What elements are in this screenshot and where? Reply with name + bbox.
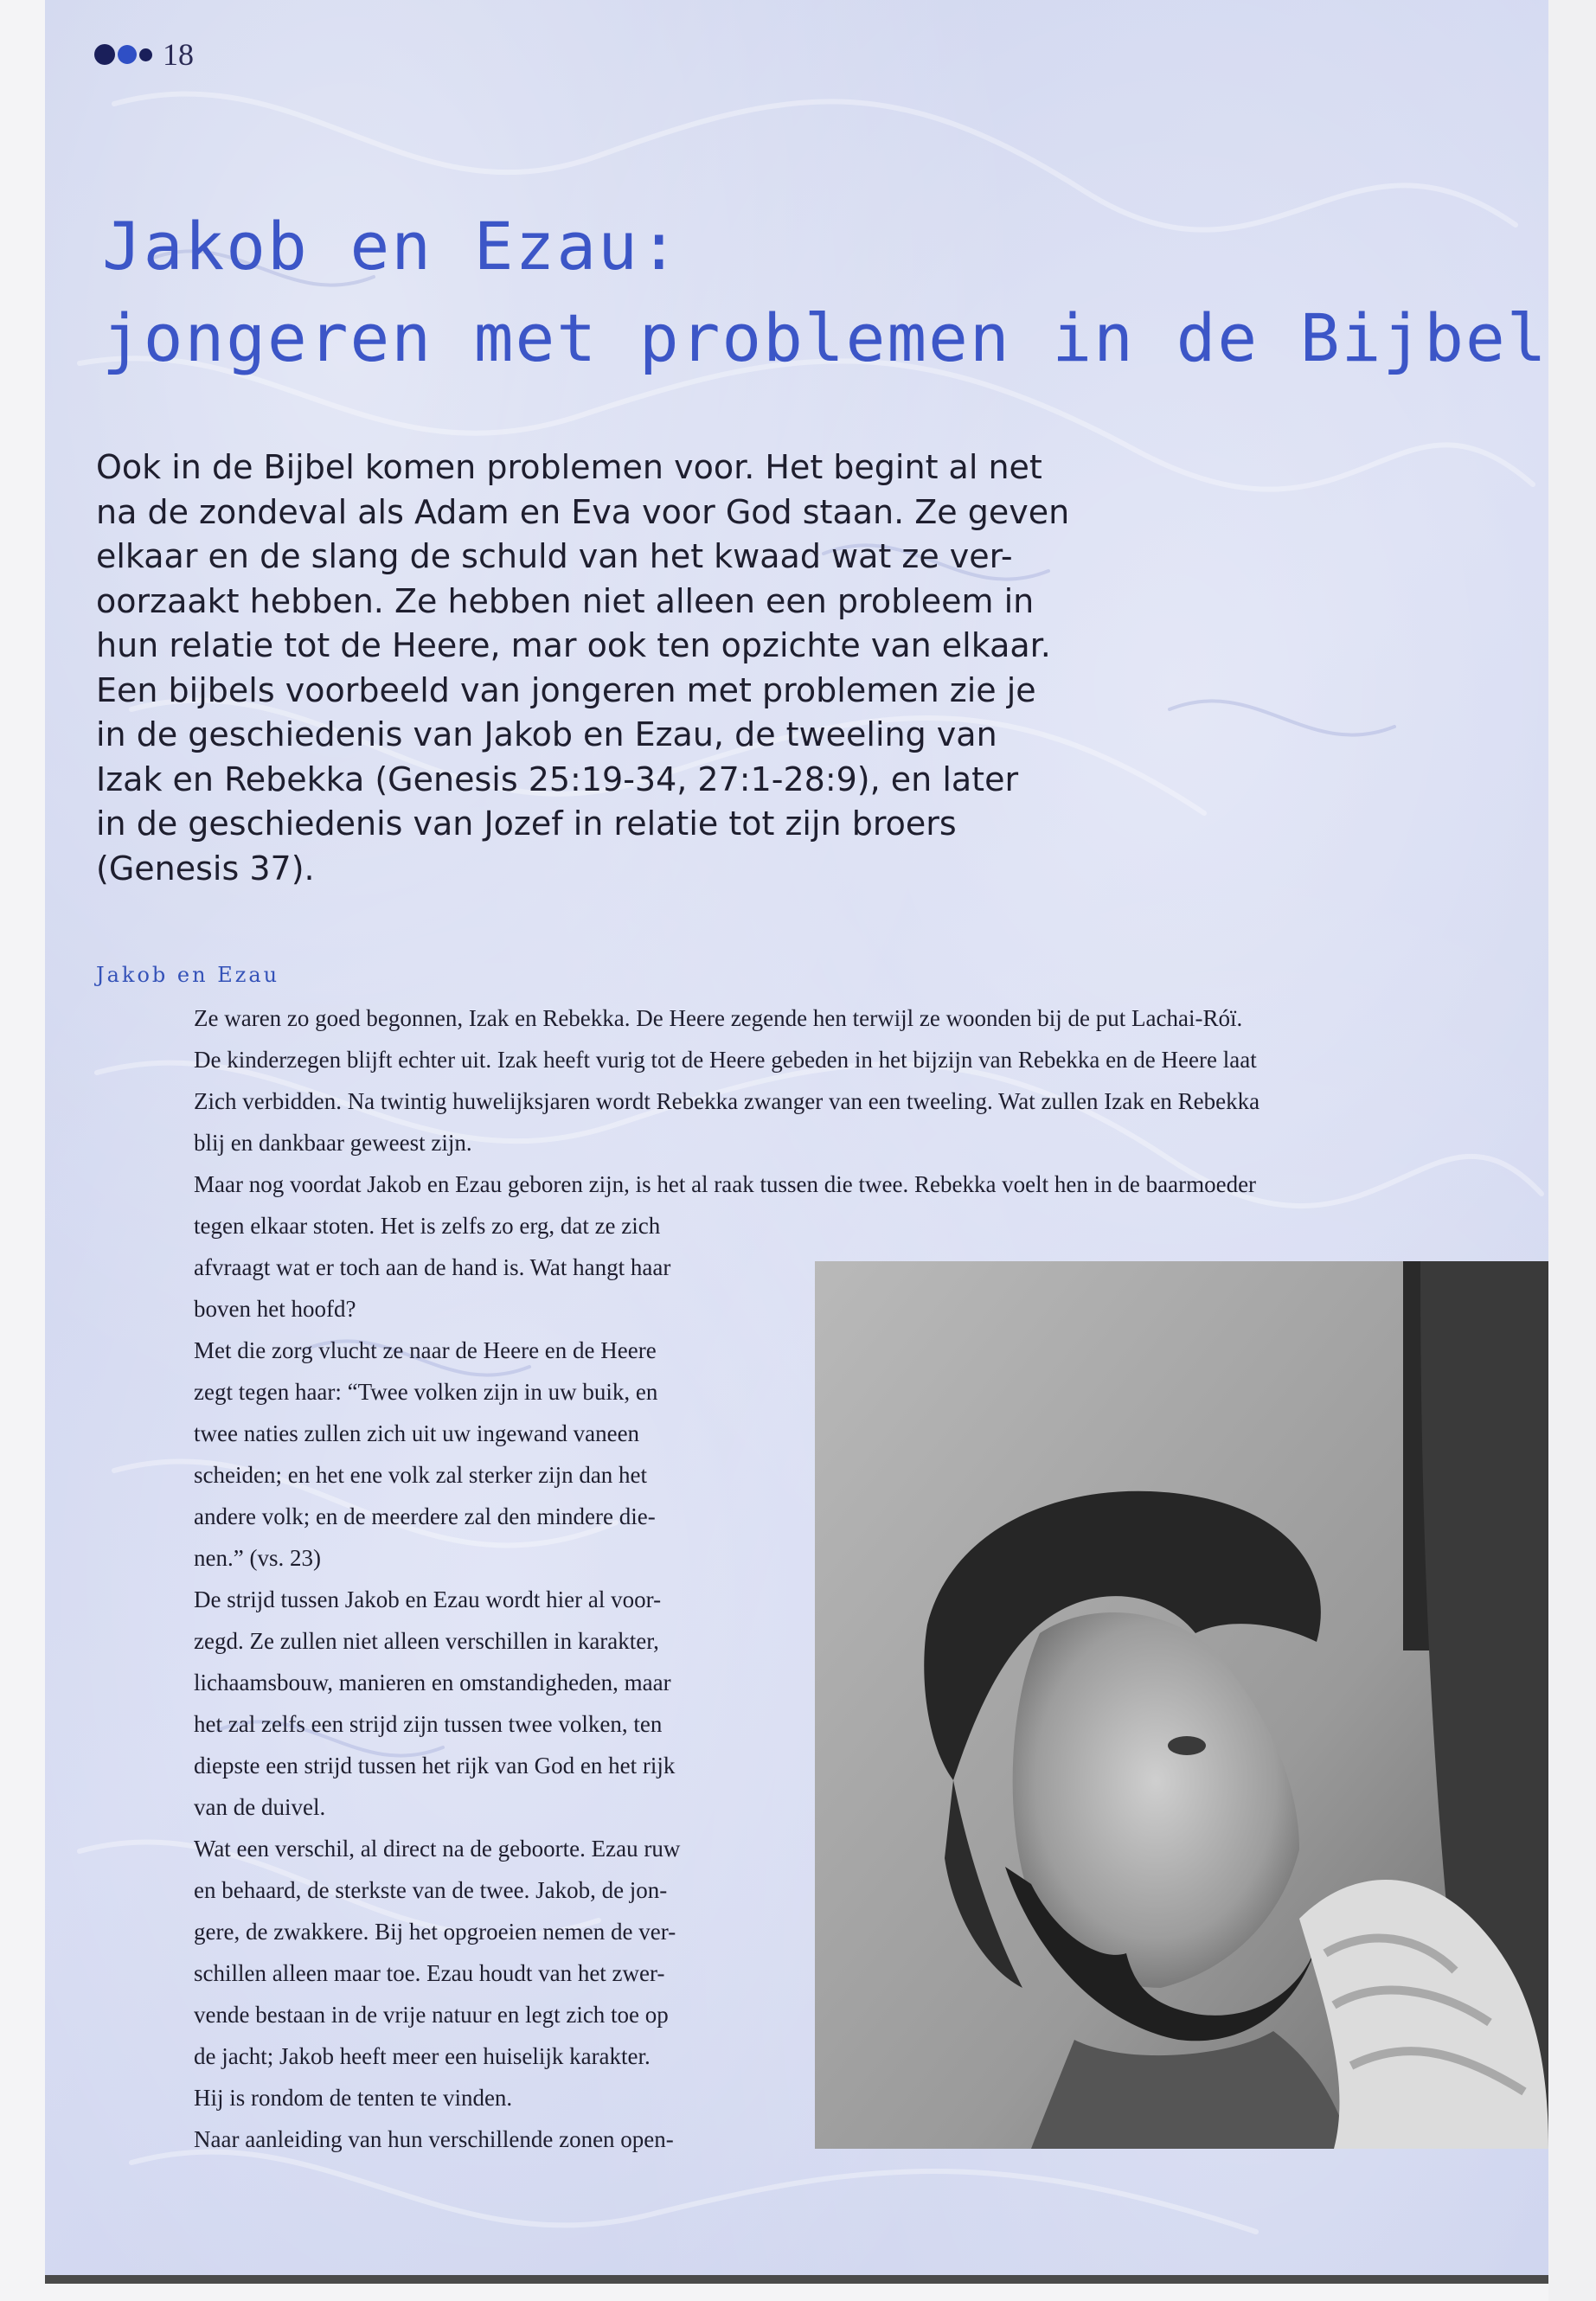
body-line: Wat een verschil, al direct na de geboorte. Ezau ruw (194, 1836, 681, 1862)
section-heading: Jakob en Ezau (96, 963, 280, 987)
intro-line: Izak en Rebekka (Genesis 25:19-34, 27:1-28:9), en later (96, 760, 1019, 798)
intro-line: in de geschiedenis van Jakob en Ezau, de tweeling van (96, 715, 997, 753)
intro-line: Een bijbels voorbeeld van jongeren met problemen zie je (96, 670, 1036, 709)
esau-portrait-photo (815, 1261, 1548, 2149)
body-line: andere volk; en de meerdere zal den mindere die- (194, 1503, 656, 1529)
page-number-text: 18 (163, 37, 194, 72)
body-text-wide (194, 997, 1543, 1247)
body-line: scheiden; en het ene volk zal sterker zijn dan het (194, 1462, 648, 1488)
body-line: zegt tegen haar: “Twee volken zijn in uw buik, en (194, 1379, 658, 1405)
body-line: de jacht; Jakob heeft meer een huiselijk karakter. (194, 2043, 651, 2069)
body-line: het zal zelfs een strijd zijn tussen twee volken, ten (194, 1711, 663, 1737)
body-line: blij en dankbaar geweest zijn. (194, 1130, 472, 1156)
body-line: en behaard, de sterkste van de twee. Jakob, de jon- (194, 1877, 668, 1903)
body-line: Zich verbidden. Na twintig huwelijksjaren wordt Rebekka zwanger van een tweeling. Wat zullen Izak en Rebekka (194, 1088, 1260, 1114)
body-text-column (194, 1247, 834, 2160)
body-line: De kinderzegen blijft echter uit. Izak heeft vurig tot de Heere gebeden in het bijzijn van Rebekka en de Heere laat (194, 1047, 1257, 1073)
intro-paragraph (96, 445, 1134, 891)
body-line: vende bestaan in de vrije natuur en legt zich toe op (194, 2002, 669, 2028)
dots-icon (94, 44, 152, 65)
title-line-1: Jakob en Ezau: (102, 208, 681, 285)
intro-line: hun relatie tot de Heere, mar ook ten opzichte van elkaar. (96, 626, 1051, 664)
body-line: Naar aanleiding van hun verschillende zonen open- (194, 2126, 674, 2152)
body-line: De strijd tussen Jakob en Ezau wordt hier al voor- (194, 1586, 662, 1612)
body-line: nen.” (vs. 23) (194, 1545, 321, 1571)
page-number (94, 36, 194, 73)
body-line: van de duivel. (194, 1794, 326, 1820)
intro-line: in de geschiedenis van Jozef in relatie tot zijn broers (96, 804, 957, 843)
body-line: Maar nog voordat Jakob en Ezau geboren zijn, is het al raak tussen die twee. Rebekka voelt hen in de baarmoeder (194, 1171, 1257, 1197)
body-line: afvraagt wat er toch aan de hand is. Wat hangt haar (194, 1254, 671, 1280)
body-line: Met die zorg vlucht ze naar de Heere en de Heere (194, 1337, 657, 1363)
body-line: twee naties zullen zich uit uw ingewand vaneen (194, 1420, 640, 1446)
title-line-2: jongeren met problemen in de Bijbel (102, 299, 1548, 376)
body-line: Ze waren zo goed begonnen, Izak en Rebekka. De Heere zegende hen terwijl ze woonden bij de put Lachai-Róï. (194, 1005, 1243, 1031)
body-line: schillen alleen maar toe. Ezau houdt van het zwer- (194, 1960, 665, 1986)
body-line: gere, de zwakkere. Bij het opgroeien nemen de ver- (194, 1919, 676, 1945)
intro-line: (Genesis 37). (96, 849, 315, 888)
body-line: lichaamsbouw, manieren en omstandigheden, maar (194, 1670, 671, 1695)
intro-line: na de zondeval als Adam en Eva voor God staan. Ze geven (96, 492, 1070, 531)
magazine-page (45, 0, 1548, 2284)
intro-line: Ook in de Bijbel komen problemen voor. Het begint al net (96, 448, 1042, 486)
intro-line: oorzaakt hebben. Ze hebben niet alleen een probleem in (96, 581, 1035, 620)
article-title (102, 201, 1548, 384)
bottom-rule (45, 2275, 1548, 2284)
page-edge (1548, 0, 1596, 2301)
body-line: Hij is rondom de tenten te vinden. (194, 2085, 513, 2111)
body-line: zegd. Ze zullen niet alleen verschillen in karakter, (194, 1628, 659, 1654)
body-line: tegen elkaar stoten. Het is zelfs zo erg, dat ze zich (194, 1213, 661, 1239)
portrait-illustration (815, 1261, 1548, 2149)
body-line: diepste een strijd tussen het rijk van God en het rijk (194, 1753, 676, 1779)
body-line: boven het hoofd? (194, 1296, 356, 1322)
intro-line: elkaar en de slang de schuld van het kwaad wat ze ver- (96, 537, 1013, 575)
